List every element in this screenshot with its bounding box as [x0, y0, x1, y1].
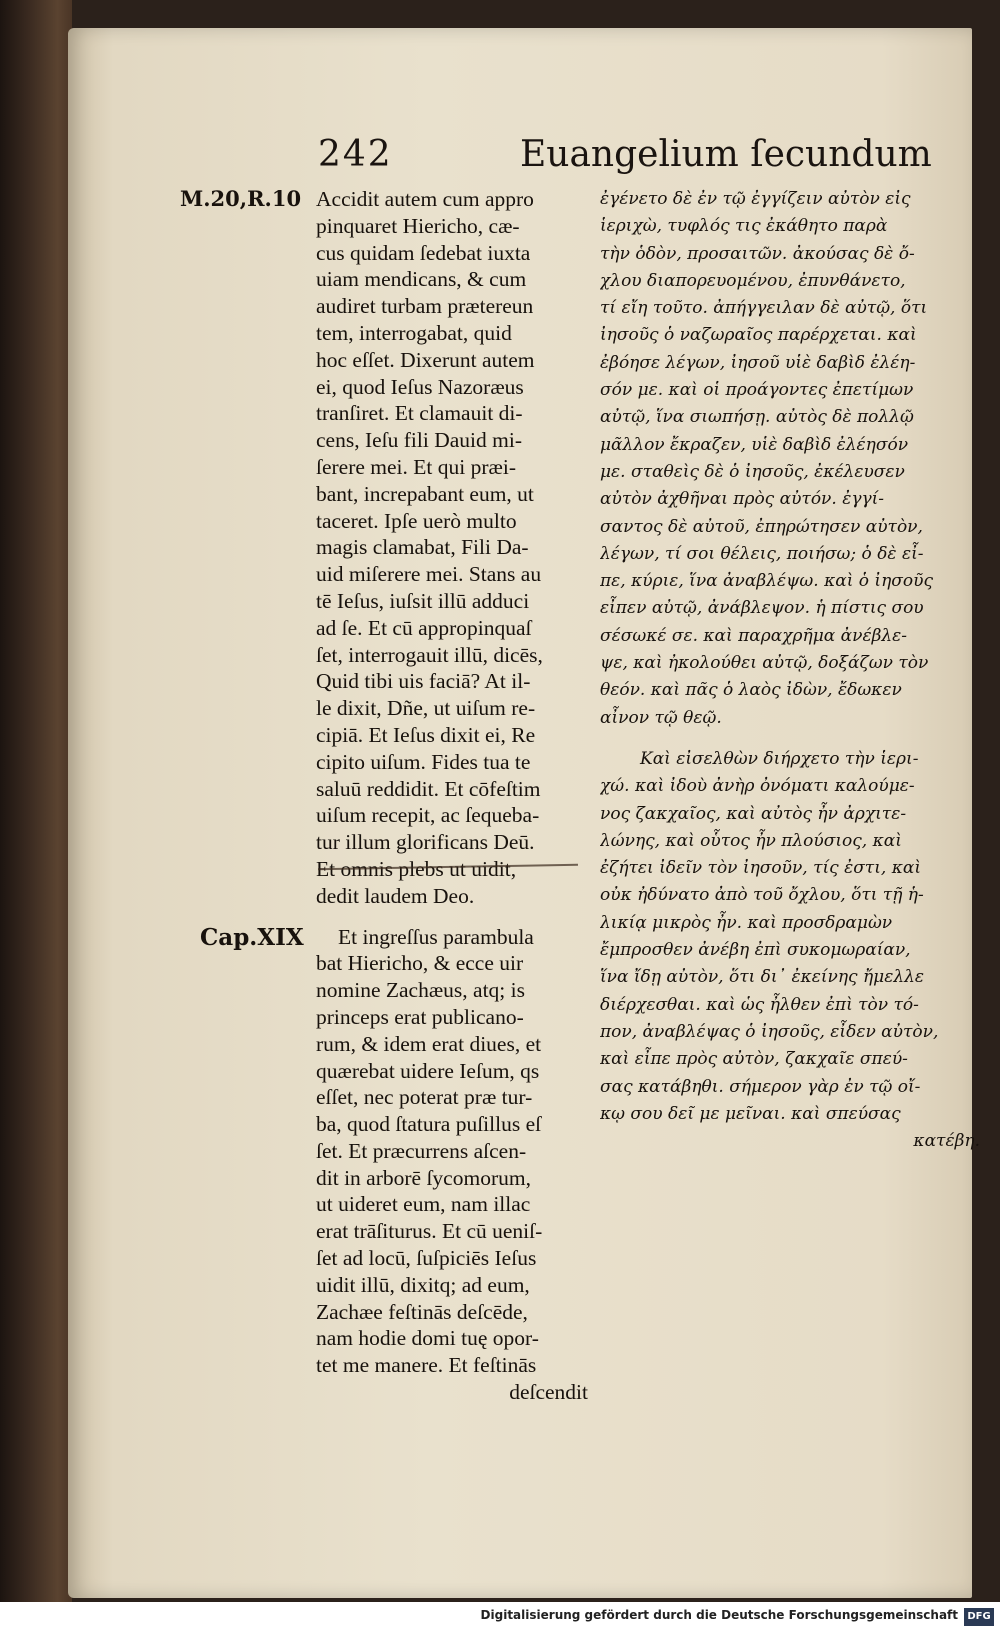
latin-line: Et ingreſſus parambula [338, 924, 534, 949]
greek-line: τί εἴη τοῦτο. ἀπήγγειλαν δὲ αὐτῷ, ὅτι [600, 298, 928, 319]
latin-line: princeps erat publicano- [316, 1004, 524, 1029]
latin-line: ſet. Et præcurrens aſcen- [316, 1138, 527, 1163]
latin-line: quærebat uidere Ieſum, qs [316, 1058, 540, 1083]
greek-paragraph-2 [600, 746, 980, 1155]
latin-line-catchword: deſcendit [509, 1380, 588, 1405]
latin-column [316, 186, 588, 1406]
latin-line: tur illum glorificans Deū. [316, 830, 535, 855]
dfg-logo: DFG [964, 1608, 994, 1626]
latin-line: cus quidam ſedebat iuxta [316, 240, 531, 265]
greek-line: ἐζήτει ἰδεῖν τὸν ἰησοῦν, τίς ἐστι, καὶ [600, 858, 921, 879]
latin-line: ſerere mei. Et qui præi- [316, 454, 516, 479]
page-number: 242 [318, 134, 393, 175]
greek-line: λώνης, καὶ οὗτος ἦν πλούσιος, καὶ [600, 830, 902, 851]
latin-line: Quid tibi uis faciā? At il- [316, 669, 531, 694]
greek-paragraph-1 [600, 186, 980, 732]
latin-line: ei, quod Ieſus Nazoræus [316, 374, 524, 399]
greek-line: μᾶλλον ἔκραζεν, υἱὲ δαβὶδ ἐλέησόν [600, 434, 909, 455]
greek-line: αὐτῷ, ἵνα σιωπήσῃ. αὐτὸς δὲ πολλῷ [600, 407, 914, 428]
greek-column [600, 186, 980, 1155]
greek-line: αὐτὸν ἀχθῆναι πρὸς αὐτόν. ἐγγί- [600, 489, 885, 510]
greek-line: χώ. καὶ ἰδοὺ ἀνὴρ ὀνόματι καλούμε- [600, 776, 915, 797]
paragraph-gap [600, 732, 980, 746]
latin-paragraph-1 [316, 186, 588, 910]
latin-line: uid miſerere mei. Stans au [316, 562, 542, 587]
latin-line: Accidit autem cum appro [316, 187, 534, 211]
greek-line: θεόν. καὶ πᾶς ὁ λαὸς ἰδὼν, ἔδωκεν [600, 680, 902, 701]
greek-line: με. σταθεὶς δὲ ὁ ἰησοῦς, ἐκέλευσεν [600, 461, 905, 482]
latin-line: ſet ad locū, ſuſpiciēs Ieſus [316, 1246, 537, 1271]
latin-line: uiſum recepit, ac ſequeba- [316, 803, 540, 828]
greek-line: διέρχεσθαι. καὶ ὡς ἦλθεν ἐπὶ τὸν τό- [600, 994, 919, 1015]
latin-line: tet me manere. Et feſtinās [316, 1353, 537, 1378]
digitization-footer [0, 1602, 1000, 1632]
greek-line: πε, κύριε, ἵνα ἀναβλέψω. καὶ ὁ ἰησοῦς [600, 571, 933, 592]
greek-line: ἱεριχὼ, τυφλός τις ἐκάθητο παρὰ [600, 216, 888, 237]
greek-line: ἐγένετο δὲ ἐν τῷ ἐγγίζειν αὐτὸν εἰς [600, 189, 911, 209]
latin-line: hoc eſſet. Dixerunt autem [316, 347, 535, 372]
latin-line: nam hodie domi tuę opor- [316, 1326, 539, 1351]
greek-line: σόν με. καὶ οἱ προάγοντες ἐπετίμων [600, 380, 914, 401]
latin-line: ut uideret eum, nam illac [316, 1192, 531, 1217]
greek-line: ἐβόησε λέγων, ἰησοῦ υἱὲ δαβὶδ ἐλέη- [600, 352, 916, 373]
latin-line: cipito uiſum. Fides tua te [316, 749, 531, 774]
latin-line: bat Hiericho, & ecce uir [316, 951, 524, 976]
greek-line: νος ζακχαῖος, καὶ αὐτὸς ἦν ἀρχιτε- [600, 803, 907, 824]
greek-line: καὶ εἶπε πρὸς αὐτὸν, ζακχαῖε σπεύ- [600, 1049, 908, 1070]
greek-line: εἶπεν αὐτῷ, ἀνάβλεψον. ἡ πίστις σου [600, 598, 924, 619]
greek-line: ἰησοῦς ὁ ναζωραῖος παρέρχεται. καὶ [600, 325, 917, 346]
running-title: Euangelium ſecundum [520, 134, 932, 175]
latin-line: saluū reddidit. Et cōfeſtim [316, 776, 541, 801]
latin-line: audiret turbam prætereun [316, 294, 534, 319]
latin-line: taceret. Ipſe uerò multo [316, 508, 517, 533]
greek-line: χλου διαπορευομένου, ἐπυνθάνετο, [600, 270, 906, 291]
book-edge [0, 0, 72, 1632]
greek-line: λέγων, τί σοι θέλεις, ποιήσω; ὁ δὲ εἶ- [600, 543, 924, 564]
latin-line: dit in arborē ſycomorum, [316, 1165, 531, 1190]
greek-line: ψε, καὶ ἠκολούθει αὐτῷ, δοξάζων τὸν [600, 653, 929, 674]
greek-line: σαντος δὲ αὐτοῦ, ἐπηρώτησεν αὐτὸν, [600, 516, 923, 537]
funding-credit: Digitalisierung gefördert durch die Deutsche Forschungsgemeinschaft [480, 1608, 958, 1622]
latin-line: rum, & idem erat diues, et [316, 1031, 542, 1056]
latin-line: bant, increpabant eum, ut [316, 481, 534, 506]
greek-line-catchword: κατέβη. [913, 1131, 980, 1152]
latin-line: uidit illū, dixitq; ad eum, [316, 1272, 530, 1297]
latin-line: cipiā. Et Ieſus dixit ei, Re [316, 722, 536, 747]
latin-line: tē Ieſus, iuſsit illū adduci [316, 588, 530, 613]
latin-line: pinquaret Hiericho, cæ- [316, 213, 520, 238]
latin-line: eſſet, nec poterat præ tur- [316, 1085, 533, 1110]
latin-paragraph-2 [316, 924, 588, 1406]
latin-line: ad ſe. Et cū appropinquaſ [316, 615, 532, 640]
greek-line: Καὶ εἰσελθὼν διήρχετο τὴν ἱερι- [640, 748, 919, 769]
greek-line: ἵνα ἴδῃ αὐτὸν, ὅτι δι᾽ ἐκείνης ἤμελλε [600, 967, 925, 988]
greek-line: σας κατάβηθι. σήμερον γὰρ ἐν τῷ οἴ- [600, 1076, 921, 1097]
latin-line: Zachæe feſtinās deſcēde, [316, 1299, 528, 1324]
latin-line: nomine Zachæus, atq; is [316, 978, 525, 1003]
latin-line: ſet, interrogauit illū, dicēs, [316, 642, 543, 667]
latin-line: Et omnis plebs ut uidit, [316, 856, 517, 881]
greek-line: οὐκ ἠδύνατο ἀπὸ τοῦ ὄχλου, ὅτι τῇ ἡ- [600, 885, 924, 906]
latin-line: cens, Ieſu fili Dauid mi- [316, 428, 522, 453]
greek-line: αἶνον τῷ θεῷ. [600, 707, 722, 728]
latin-line: dedit laudem Deo. [316, 883, 475, 908]
greek-line: λικίᾳ μικρὸς ἦν. καὶ προσδραμὼν [600, 912, 893, 933]
greek-line: σέσωκέ σε. καὶ παραχρῆμα ἀνέβλε- [600, 625, 908, 646]
latin-line: tranſiret. Et clamauit di- [316, 401, 523, 426]
greek-line: κῳ σου δεῖ με μεῖναι. καὶ σπεύσας [600, 1103, 901, 1124]
page-header [0, 134, 1000, 190]
latin-line: uiam mendicans, & cum [316, 267, 527, 292]
latin-line: ba, quod ſtatura puſillus eſ [316, 1112, 542, 1137]
latin-line: tem, interrogabat, quid [316, 320, 512, 345]
latin-line: magis clamabat, Fili Da- [316, 535, 529, 560]
greek-line: πον, ἀναβλέψας ὁ ἰησοῦς, εἶδεν αὐτὸν, [600, 1021, 939, 1042]
greek-line: τὴν ὁδὸν, προσαιτῶν. ἀκούσας δὲ ὄ- [600, 243, 915, 264]
latin-line: le dixit, Dñe, ut uiſum re- [316, 696, 536, 721]
paragraph-gap [316, 910, 588, 924]
greek-line: ἔμπροσθεν ἀνέβη ἐπὶ συκομωραίαν, [600, 940, 911, 961]
margin-reference-matthew: M.20,R.10 [180, 186, 302, 211]
margin-chapter-marker: Cap.XIX [200, 924, 304, 951]
latin-line: erat trāſiturus. Et cū ueniſ- [316, 1219, 543, 1244]
